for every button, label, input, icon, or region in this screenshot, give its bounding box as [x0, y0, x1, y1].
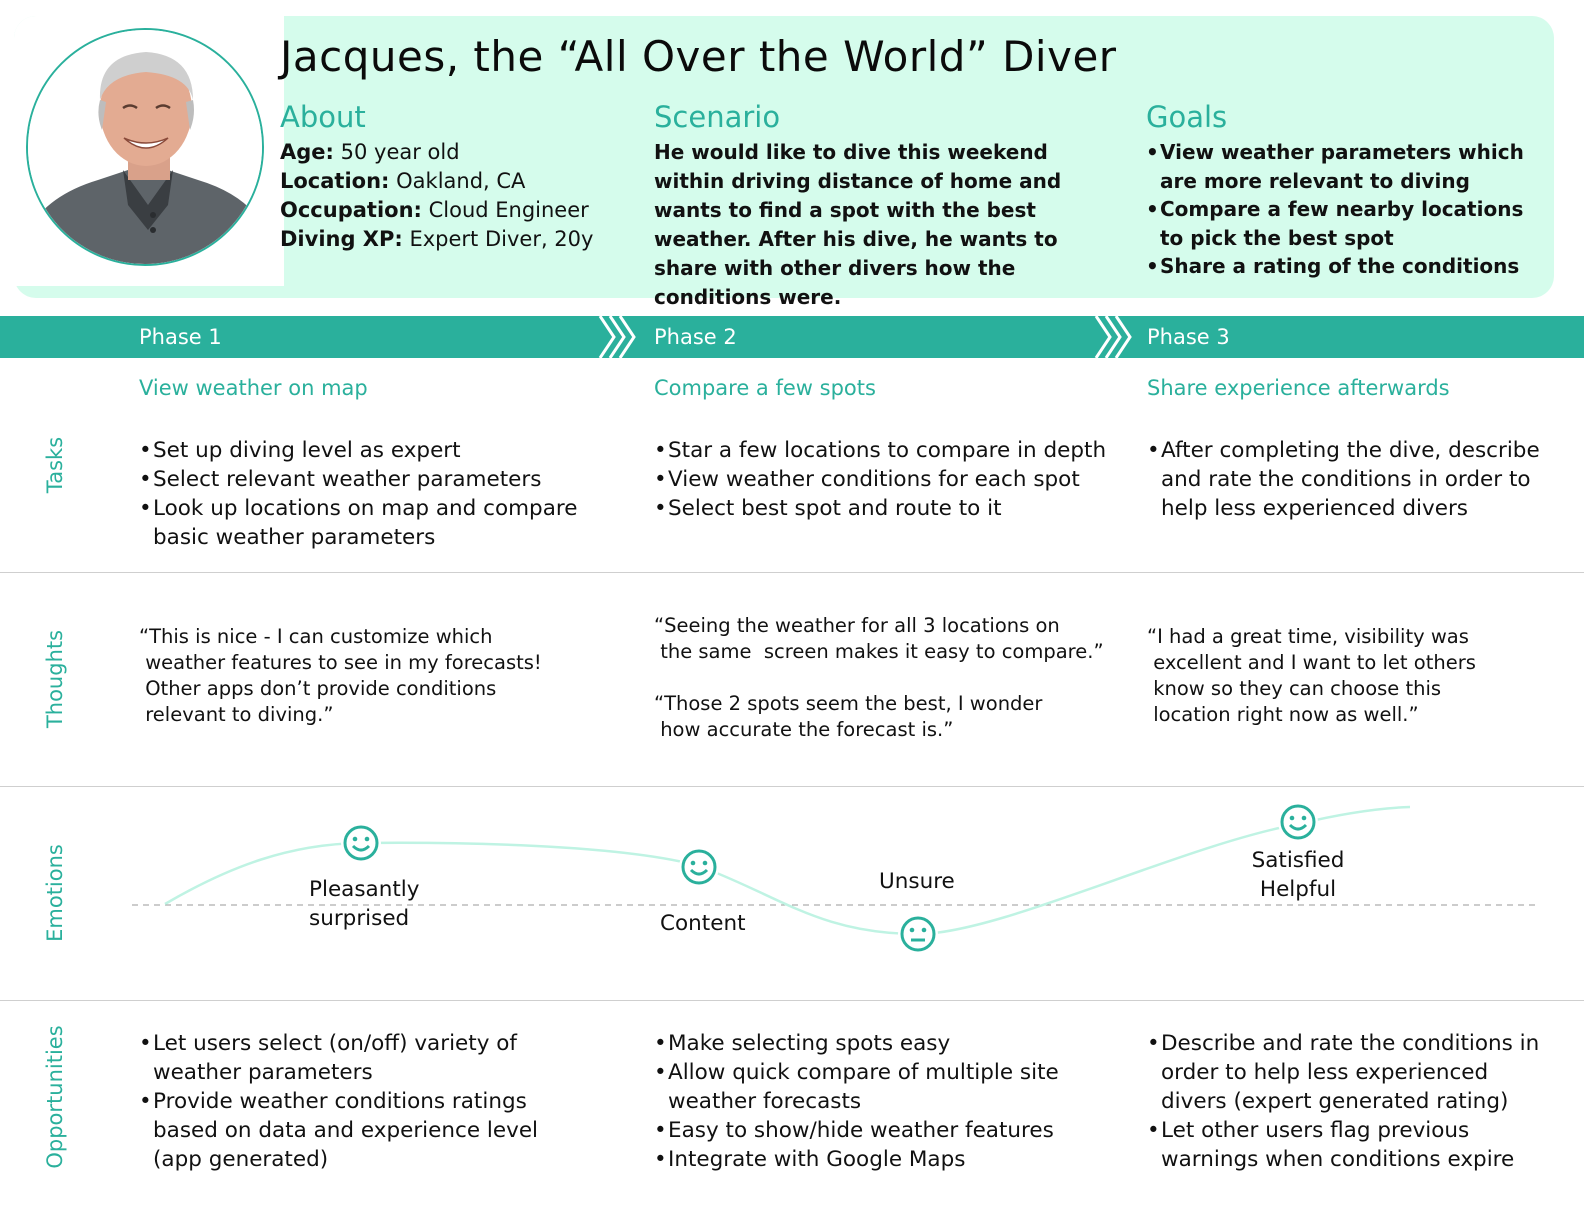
smile-icon: [340, 822, 382, 864]
phase-1-opportunities: [139, 1029, 559, 1174]
emotion-label-unsure: Unsure: [879, 869, 955, 894]
goal-item: • View weather parameters which are more relevant to diving: [1146, 138, 1546, 195]
phase-3-thought: “I had a great time, visibility was excellent and I want to let others know so they can choose this location right now as well.”: [1147, 625, 1476, 726]
opportunity-item: • Let other users flag previous warnings when conditions expire: [1147, 1116, 1547, 1174]
phase-2-task-heading: Compare a few spots: [654, 376, 876, 400]
task-item: • Look up locations on map and compare basic weather parameters: [139, 494, 599, 552]
phase-1-tasks: [139, 436, 599, 552]
chevron-divider-icon: [1092, 316, 1136, 358]
opportunity-item: • Easy to show/hide weather features: [654, 1116, 1074, 1145]
opportunity-item: • Integrate with Google Maps: [654, 1145, 1074, 1174]
phase-1-thought: “This is nice - I can customize which weather features to see in my forecasts! Other apps don’t provide conditions relevant to diving.”: [139, 625, 542, 726]
opportunity-item: • Allow quick compare of multiple site weather forecasts: [654, 1058, 1074, 1116]
task-item: • Set up diving level as expert: [139, 436, 599, 465]
row-label-opportunities: Opportunities: [43, 1025, 67, 1169]
phase-3-label: Phase 3: [1147, 325, 1230, 349]
phase-3-opportunities: [1147, 1029, 1547, 1174]
phase-1-task-heading: View weather on map: [139, 376, 368, 400]
emotion-label-satisfied-helpful: Satisfied Helpful: [1251, 848, 1345, 902]
row-divider: [0, 1000, 1584, 1001]
goal-item: • Compare a few nearby locations to pick the best spot: [1146, 195, 1546, 252]
about-row-occupation: Occupation: Cloud Engineer: [280, 198, 589, 222]
emotion-label-pleasantly-surprised: Pleasantly surprised: [309, 877, 420, 931]
persona-title: Jacques, the “All Over the World” Diver: [280, 32, 1117, 81]
opportunity-item: • Provide weather conditions ratings based on data and experience level (app generated): [139, 1087, 559, 1174]
neutral-face-icon: [897, 913, 939, 955]
opportunity-item: • Make selecting spots easy: [654, 1029, 1074, 1058]
about-details: [280, 138, 593, 254]
smile-icon: [1277, 801, 1319, 843]
phase-3-task-heading: Share experience afterwards: [1147, 376, 1450, 400]
scenario-heading: Scenario: [654, 100, 781, 134]
row-label-thoughts: Thoughts: [43, 629, 67, 729]
about-heading: About: [280, 100, 366, 134]
emotion-label-content: Content: [660, 911, 746, 936]
persona-photo: [28, 30, 264, 266]
task-item: • Star a few locations to compare in depth: [654, 436, 1124, 465]
scenario-text: He would like to dive this weekend within driving distance of home and wants to find a spot with the best weather. After his dive, he wants to share with other divers how the conditions were.: [654, 140, 1062, 309]
row-label-tasks: Tasks: [43, 436, 67, 494]
about-row-diving-xp: Diving XP: Expert Diver, 20y: [280, 227, 594, 251]
task-item: • View weather conditions for each spot: [654, 465, 1124, 494]
phase-1-label: Phase 1: [139, 325, 222, 349]
phase-2-thought: “Seeing the weather for all 3 locations on the same screen makes it easy to compare.” “Those 2 spots seem the best, I wonder how accurate the forecast is.”: [654, 614, 1104, 741]
opportunity-item: • Let users select (on/off) variety of weather parameters: [139, 1029, 559, 1087]
avatar-background: [14, 16, 284, 286]
phase-3-tasks: [1147, 436, 1557, 523]
row-label-emotions: Emotions: [43, 844, 67, 942]
goals-list: [1146, 138, 1546, 281]
phase-2-label: Phase 2: [654, 325, 737, 349]
phase-2-opportunities: [654, 1029, 1074, 1174]
about-row-location: Location: Oakland, CA: [280, 169, 526, 193]
phase-bar: [0, 316, 1584, 358]
goals-heading: Goals: [1146, 100, 1228, 134]
task-item: • Select best spot and route to it: [654, 494, 1124, 523]
phase-2-tasks: [654, 436, 1124, 523]
about-row-age: Age: 50 year old: [280, 140, 460, 164]
row-divider: [0, 572, 1584, 573]
task-item: • After completing the dive, describe and rate the conditions in order to help less experienced divers: [1147, 436, 1557, 523]
goal-item: • Share a rating of the conditions: [1146, 252, 1546, 281]
chevron-divider-icon: [596, 316, 640, 358]
avatar: [26, 28, 264, 266]
opportunity-item: • Describe and rate the conditions in order to help less experienced divers (expert generated rating): [1147, 1029, 1547, 1116]
smile-icon: [678, 846, 720, 888]
task-item: • Select relevant weather parameters: [139, 465, 599, 494]
